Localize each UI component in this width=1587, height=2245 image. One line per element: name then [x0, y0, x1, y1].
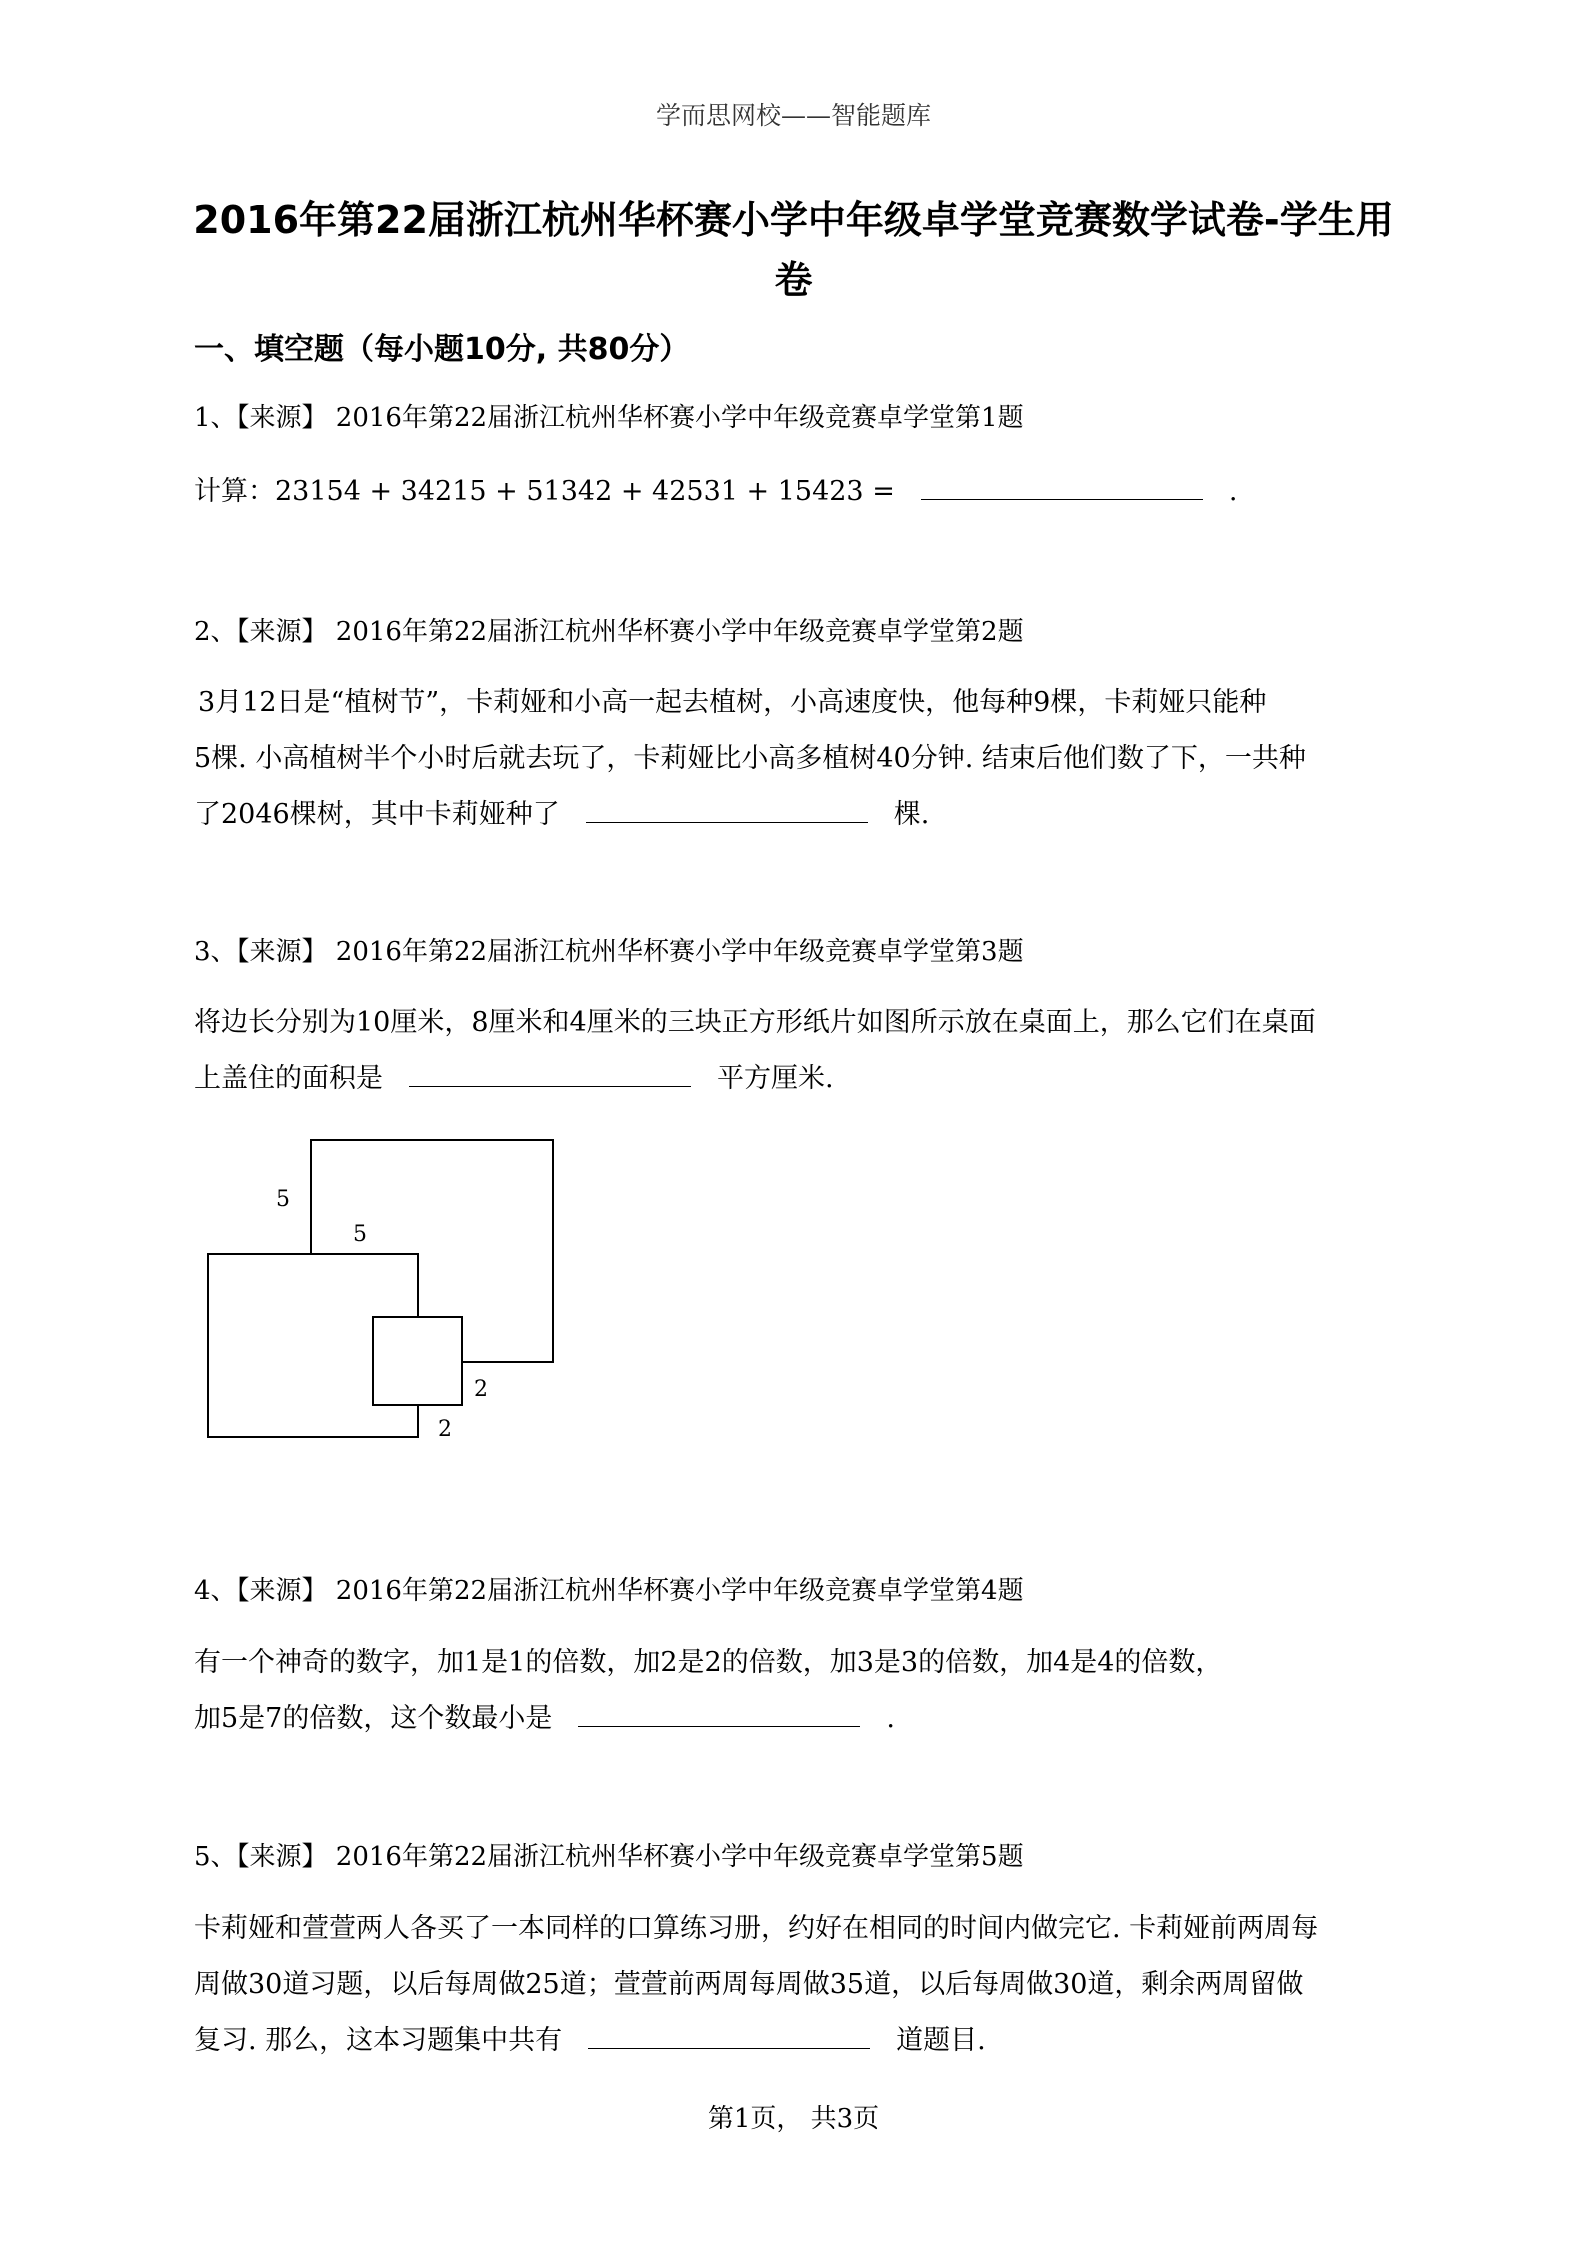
answer-blank-4[interactable]	[578, 1704, 860, 1727]
question-5-line3: 复习. 那么，这本习题集中共有	[194, 2025, 563, 2056]
figure-label-right-2: 2	[474, 1377, 488, 1402]
question-4-line2-row	[194, 1696, 895, 1735]
answer-blank-5[interactable]	[588, 2026, 870, 2049]
question-3-source: 3、【来源】 2016年第22届浙江杭州华杯赛小学中年级竞赛卓学堂第3题	[194, 937, 1024, 967]
question-5-source: 5、【来源】 2016年第22届浙江杭州华杯赛小学中年级竞赛卓学堂第5题	[194, 1842, 1024, 1872]
question-2-line3: 了2046棵树，其中卡莉娅种了	[194, 799, 560, 830]
question-3-line2: 上盖住的面积是	[194, 1063, 383, 1094]
question-4-source: 4、【来源】 2016年第22届浙江杭州华杯赛小学中年级竞赛卓学堂第4题	[194, 1576, 1024, 1606]
page-header: 学而思网校——智能题库	[655, 101, 931, 130]
section-heading: 一、填空题（每小题10分, 共80分）	[194, 332, 690, 367]
question-2-line2: 5棵. 小高植树半个小时后就去玩了，卡莉娅比小高多植树40分钟. 结束后他们数了下，一共种	[194, 743, 1306, 774]
question-4-line1: 有一个神奇的数字，加1是1的倍数，加2是2的倍数，加3是3的倍数，加4是4的倍数，	[194, 1647, 1223, 1678]
square-4cm	[373, 1317, 462, 1405]
question-3-end: 平方厘米.	[717, 1063, 834, 1094]
figure-label-bottom-2: 2	[438, 1417, 452, 1442]
question-5-line1: 卡莉娅和萱萱两人各买了一本同样的口算练习册，约好在相同的时间内做完它. 卡莉娅前两周每	[194, 1913, 1319, 1944]
question-1-end: .	[1228, 476, 1238, 507]
question-1-line1: 计算：23154 + 34215 + 51342 + 42531 + 15423 =	[194, 476, 895, 507]
question-4-end: .	[886, 1703, 895, 1734]
question-2-line1: 3月12日是“植树节”，卡莉娅和小高一起去植树，小高速度快，他每种9棵，卡莉娅只能种	[198, 687, 1267, 718]
question-2-source: 2、【来源】 2016年第22届浙江杭州华杯赛小学中年级竞赛卓学堂第2题	[194, 617, 1024, 647]
question-5-end: 道题目.	[896, 2025, 986, 2056]
question-5-line2: 周做30道习题，以后每周做25道；萱萱前两周每周做35道，以后每周做30道，剩余两周留做	[194, 1969, 1304, 2000]
figure-label-left-5: 5	[276, 1187, 290, 1212]
question-1-source: 1、【来源】 2016年第22届浙江杭州华杯赛小学中年级竞赛卓学堂第1题	[194, 403, 1024, 433]
question-3-line1: 将边长分别为10厘米，8厘米和4厘米的三块正方形纸片如图所示放在桌面上，那么它们在桌面	[194, 1007, 1316, 1038]
question-2-end: 棵.	[893, 799, 930, 830]
question-5-line3-row	[194, 2018, 986, 2057]
page-title: 2016年第22届浙江杭州华杯赛小学中年级卓学堂竞赛数学试卷-学生用卷	[193, 198, 1394, 302]
page-footer: 第1页， 共3页	[707, 2104, 880, 2134]
question-4-line2: 加5是7的倍数，这个数最小是	[194, 1703, 553, 1734]
figure-label-top-5: 5	[353, 1222, 367, 1247]
